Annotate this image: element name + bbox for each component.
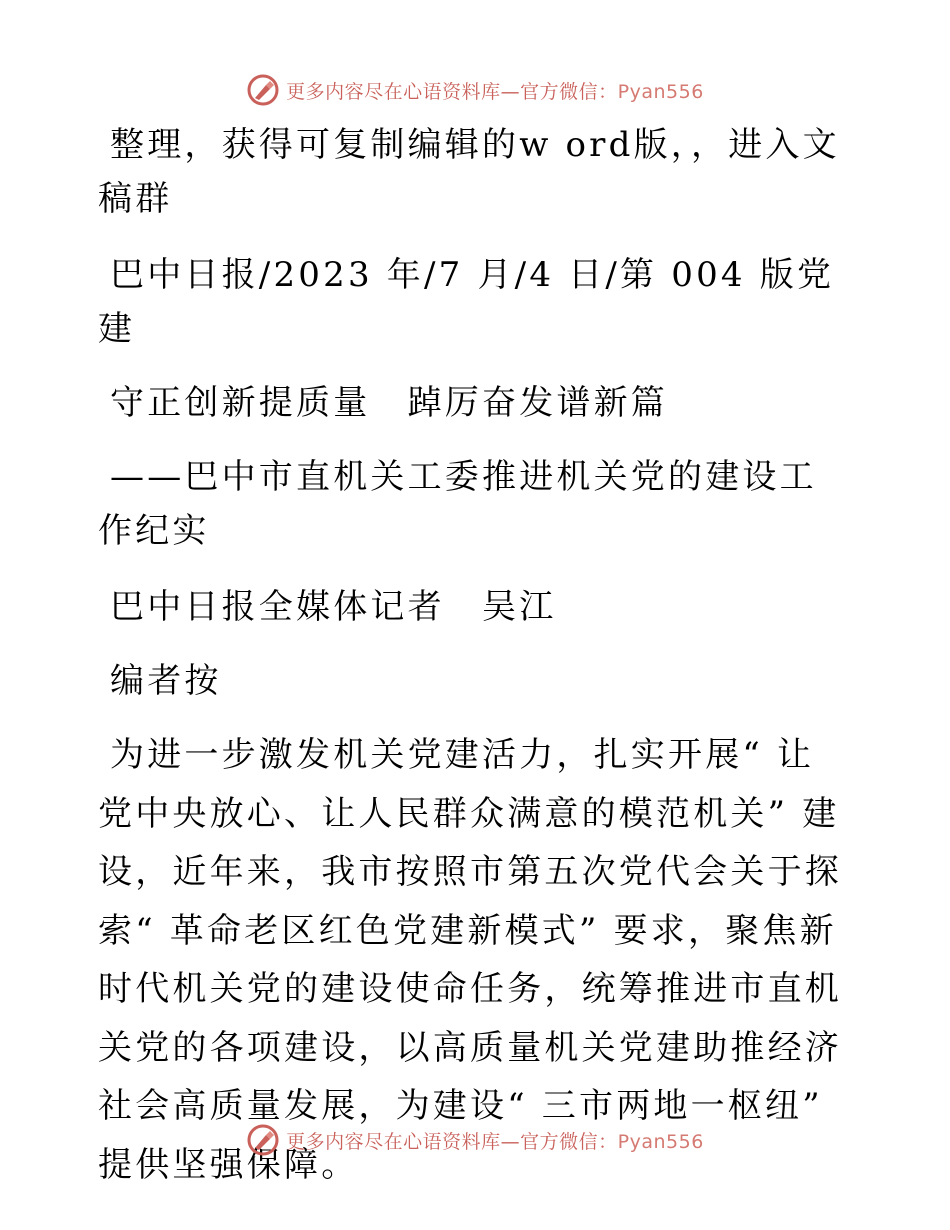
article-headline: 守正创新提质量 踔厉奋发谱新篇 bbox=[110, 383, 668, 423]
watermark-wechat-id: Pyan556 bbox=[617, 1130, 704, 1153]
footer-watermark bbox=[0, 1120, 950, 1160]
source-line: 巴中日报/2023 年/7 月/4 日/第 004 版党建 bbox=[98, 255, 835, 349]
header-watermark bbox=[0, 70, 950, 110]
watermark-text: 更多内容尽在心语资料库—官方微信：Pyan556 bbox=[286, 80, 704, 103]
document-body bbox=[98, 118, 848, 1194]
pen-logo-icon bbox=[246, 1123, 280, 1157]
editor-note-label: 编者按 bbox=[110, 661, 222, 701]
article-subheadline: ——巴中市直机关工委推进机关党的建设工作纪实 bbox=[98, 457, 817, 551]
editor-note-body: 为进一步激发机关党建活力，扎实开展“ 让党中央放心、让人民群众满意的模范机关” 建设，近年来，我市按照市第五次党代会关于探索“ 革命老区红色党建新模式” 要求，聚焦新时代机关党的建设使命任务，统筹推进市直机关党的各项建设，以高质量机关党建助推经济社会高质量发展，为建设“ 三市两地一枢纽” 提供坚强保障。 bbox=[98, 735, 842, 1185]
byline: 巴中日报全媒体记者 吴江 bbox=[110, 587, 557, 627]
pen-logo-icon bbox=[246, 73, 280, 107]
watermark-wechat-id: Pyan556 bbox=[617, 80, 704, 103]
intro-line: 整理，获得可复制编辑的w ord版，，进入文稿群 bbox=[98, 125, 840, 219]
watermark-text: 更多内容尽在心语资料库—官方微信：Pyan556 bbox=[286, 1130, 704, 1153]
